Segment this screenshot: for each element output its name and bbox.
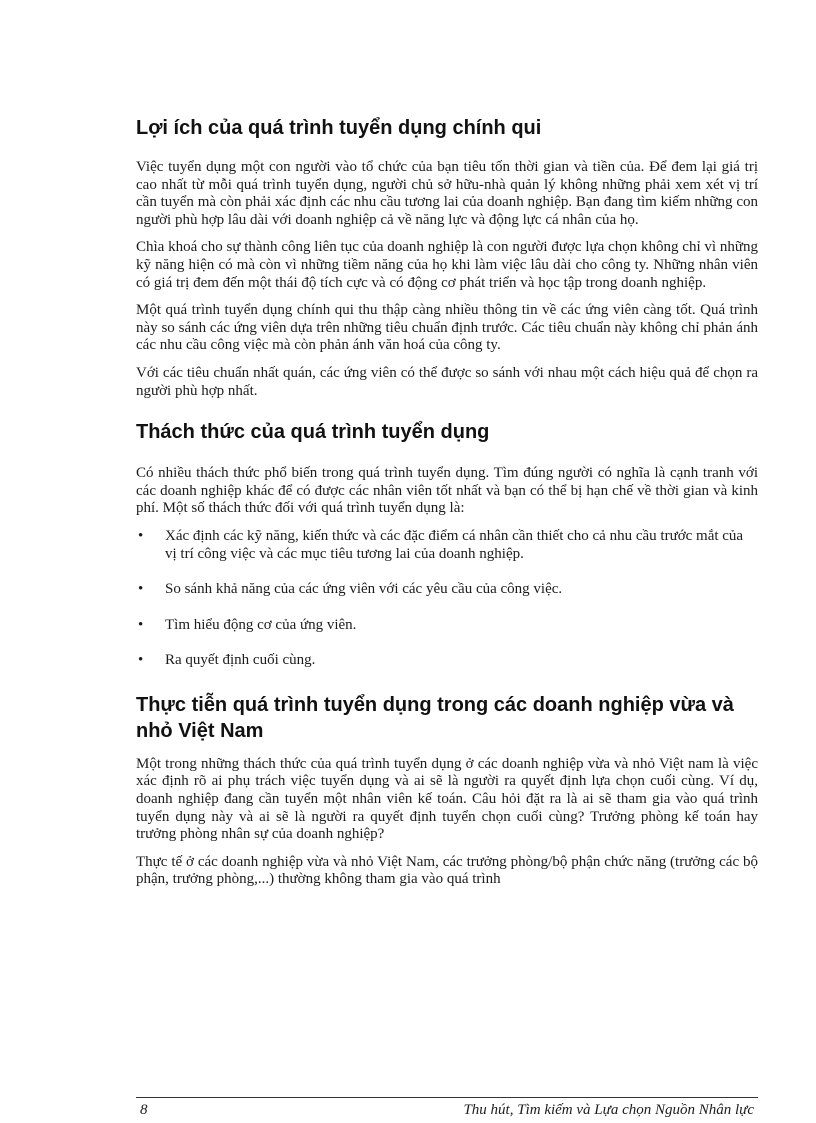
list-item	[136, 528, 758, 563]
paragraph: Chìa khoá cho sự thành công liên tục của doanh nghiệp là con người được lựa chọn không chỉ vì những kỹ năng hiện có mà còn vì những tiềm năng của họ khi làm việc lâu dài cho công ty. Những nhân viên có giá trị đem đến một thái độ tích cực và có động cơ phát triển và học tập trong doanh nghiệp.	[136, 239, 758, 291]
list-item-text: Tìm hiểu động cơ của ứng viên.	[165, 616, 357, 633]
list-item	[136, 652, 758, 670]
paragraph: Một trong những thách thức của quá trình tuyển dụng ở các doanh nghiệp vừa và nhỏ Việt nam là việc xác định rõ ai phụ trách việc tuyển dụng và ai sẽ là người ra quyết định lựa chọn cuối cùng. Ví dụ, doanh nghiệp đang cần tuyển một nhân viên kế toán. Câu hỏi đặt ra là ai sẽ tham gia vào quá trình tuyển dụng này và ai sẽ là người ra quyết định tuyển chọn cuối cùng? Trưởng phòng kế toán hay trưởng phòng nhân sự của doanh nghiệp?	[136, 755, 758, 843]
paragraph: Với các tiêu chuẩn nhất quán, các ứng viên có thể được so sánh với nhau một cách hiệu quả để chọn ra người phù hợp nhất.	[136, 364, 758, 399]
paragraph: Việc tuyển dụng một con người vào tổ chức của bạn tiêu tốn thời gian và tiền của. Để đem lại giá trị cao nhất từ mỗi quá trình tuyển dụng, người chủ sở hữu-nhà quản lý không những phải xem xét vị trí cần tuyển mà còn phải xác định các nhu cầu tương lai của doanh nghiệp. Bạn đang tìm kiếm những con người phù hợp lâu dài với doanh nghiệp cả về năng lực và động lực cá nhân của họ.	[136, 159, 758, 228]
list-item-text: Xác định các kỹ năng, kiến thức và các đặc điểm cá nhân cần thiết cho cả nhu cầu trước mắt của vị trí công việc và các mục tiêu tương lai của doanh nghiệp.	[165, 527, 744, 562]
list-item-text: Ra quyết định cuối cùng.	[165, 652, 316, 669]
book-title: Thu hút, Tìm kiếm và Lựa chọn Nguồn Nhân lực	[463, 1102, 754, 1118]
bullet-icon: •	[138, 527, 144, 544]
paragraph: Có nhiều thách thức phổ biến trong quá trình tuyển dụng. Tìm đúng người có nghĩa là cạnh tranh với các doanh nghiệp khác để có được các nhân viên tốt nhất và bạn có thể bị hạn chế về thời gian và kinh phí. Một số thách thức đối với quá trình tuyển dụng là:	[136, 465, 758, 517]
page-content	[136, 116, 758, 899]
footer-divider	[136, 1097, 758, 1098]
challenges-list	[136, 528, 758, 670]
list-item	[136, 617, 758, 635]
paragraph: Một quá trình tuyển dụng chính qui thu thập càng nhiều thông tin về các ứng viên càng tốt. Quá trình này so sánh các ứng viên dựa trên những tiêu chuẩn định trước. Các tiêu chuẩn này không chỉ phản ánh các nhu cầu công việc mà còn phản ánh văn hoá của công ty.	[136, 302, 758, 354]
paragraph: Thực tế ở các doanh nghiệp vừa và nhỏ Việt Nam, các trưởng phòng/bộ phận chức năng (trưởng các bộ phận, trưởng phòng,...) thường không tham gia vào quá trình	[136, 853, 758, 888]
bullet-icon: •	[138, 652, 144, 669]
bullet-icon: •	[138, 616, 144, 633]
list-item	[136, 581, 758, 599]
page-number: 8	[140, 1102, 148, 1118]
section-heading-practice: Thực tiễn quá trình tuyển dụng trong các doanh nghiệp vừa và nhỏ Việt Nam	[136, 693, 734, 742]
bullet-icon: •	[138, 581, 144, 598]
list-item-text: So sánh khả năng của các ứng viên với các yêu cầu của công việc.	[165, 581, 563, 598]
section-heading-benefits: Lợi ích của quá trình tuyển dụng chính qui	[136, 117, 542, 139]
section-heading-challenges: Thách thức của quá trình tuyển dụng	[136, 421, 490, 444]
